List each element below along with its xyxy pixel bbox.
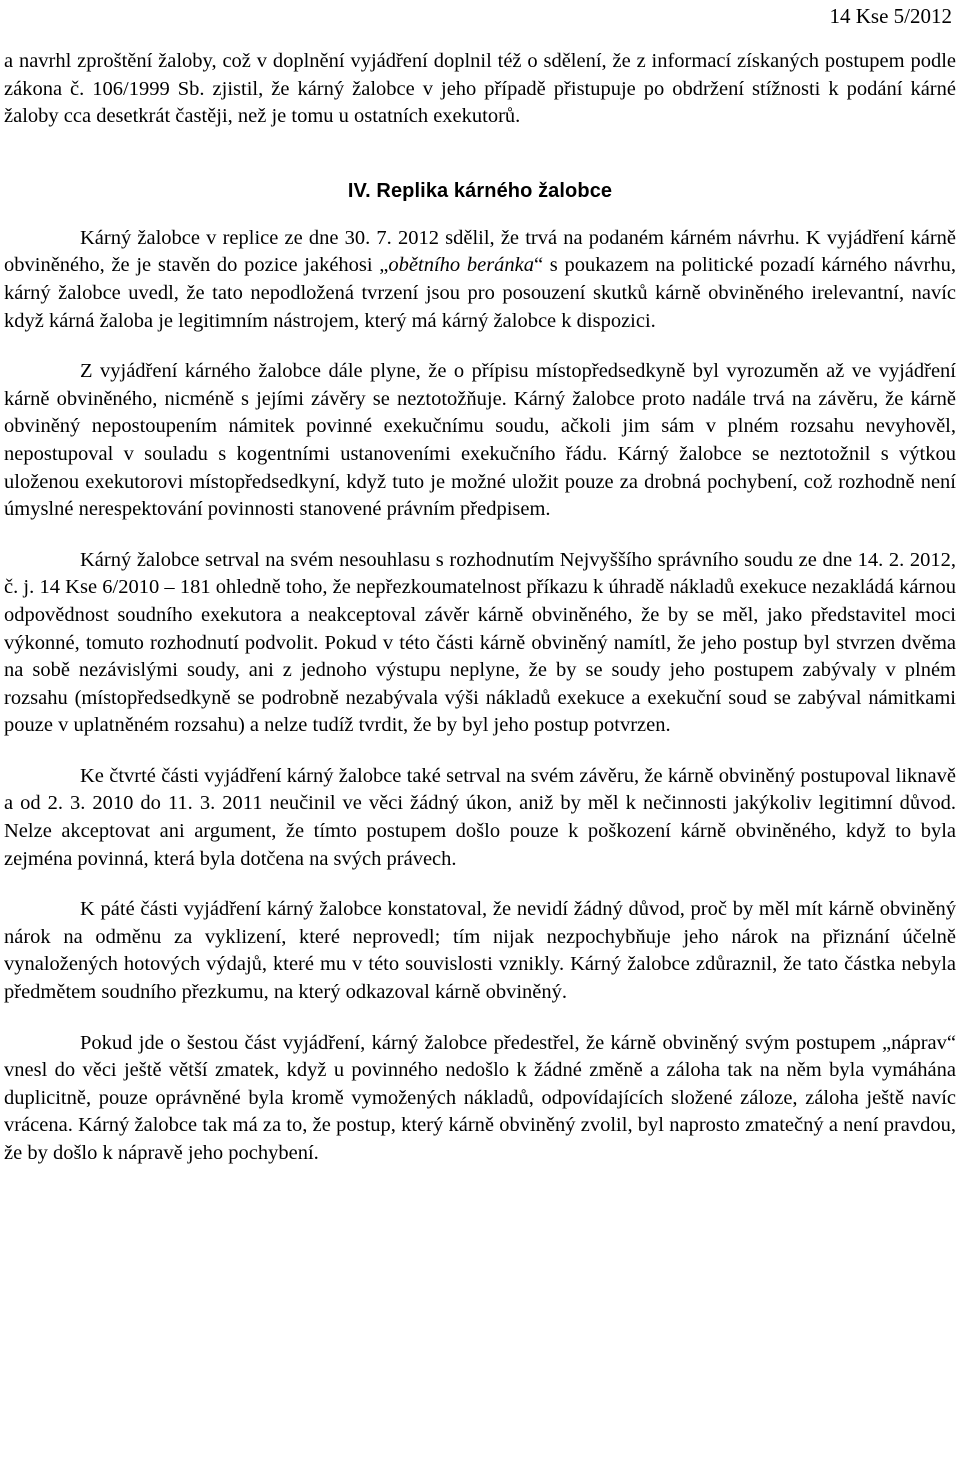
paragraph-sixth-part: Pokud jde o šestou část vyjádření, kárný žalobce předestřel, že kárně obviněný svým postupem „náprav“ vnesl do věci ještě větší zmatek, když u povinného nedošlo k žádné změně a záloha tak na něm byla vymáhána duplicitně, pouze oprávněné byla kromě vymožených nákladů, odpovídajících složené záloze, záloha ještě navíc vrácena. Kárný žalobce tak má za to, že postup, který kárně obviněný zvolil, byl naprosto zmatečný a není pravdou, že by došlo k nápravě jeho pochybení. [4,1031,956,1164]
paragraph-continuation: a navrhl zproštění žaloby, což v doplnění vyjádření doplnil též o sdělení, že z informací získaných postupem podle zákona č. 106/1999 Sb. zjistil, že kárný žalobce v jeho případě přistupuje po obdržení stížnosti k podání kárné žaloby cca desetkrát častěji, než je tomu u ostatních exekutorů. [4,50,956,128]
paragraph-replica-text-end: “ s poukazem na politické pozadí kárného návrhu, kárný žalobce uvedl, že tato nepodložená tvrzení jsou pro posouzení skutků kárně obviněného irelevantní, navíc když kárná žaloba je legitimním nástrojem, který má kárný žalobce k dispozici. [4,254,956,332]
document-body [4,48,956,1168]
paragraph-replica-summary [4,225,956,335]
section-heading: IV. Replika kárného žalobce [347,179,613,202]
paragraph-court-decision: Kárný žalobce setrval na svém nesouhlasu s rozhodnutím Nejvyššího správního soudu ze dne 14. 2. 2012, č. j. 14 Kse 6/2010 – 181 ohledně toho, že nepřezkoumatelnost příkazu k úhradě nákladů exekuce nezakládá kárnou odpovědnost soudního exekutora a neakceptoval závěr kárně obviněného, že by se měl, jako představitel moci výkonné, tomuto rozhodnutí podvolit. Pokud v této části kárně obviněný namítl, že jeho postup byl stvrzen dvěma na sobě nezávislými soudy, ani z jednoho výstupu neplyne, že by se soudy jeho postupem zabývaly v plném rozsahu (místopředsedkyně se podrobně nezabývala výši nákladů exekuce a exekuční soud se zabýval námitkami pouze v uplatněném rozsahu) a nelze tudíž tvrdit, že by byl jeho postup potvrzen. [4,548,956,737]
case-number-header: 14 Kse 5/2012 [829,4,952,28]
paragraph-replica-text-start: Kárný žalobce v replice ze dne 30. 7. 2012 sdělil, že trvá na podaném kárném návrhu. K vyjádření kárně obviněného, že je stavěn do pozice jakéhosi „ [4,226,956,277]
paragraph-fourth-part: Ke čtvrté části vyjádření kárný žalobce také setrval na svém závěru, že kárně obviněný postupoval liknavě a od 2. 3. 2010 do 11. 3. 2011 neučinil ve věci žádný úkon, aniž by měl k nečinnosti jakýkoliv legitimní důvod. Nelze akceptovat ani argument, že tímto postupem došlo pouze k poškození kárně obviněného, když to byla zejména povinná, která byla dotčena na svých právech. [4,764,956,870]
paragraph-fifth-part: K páté části vyjádření kárný žalobce konstatoval, že nevidí žádný důvod, proč by měl mít kárně obviněný nárok na odměnu za vyklizení, které neprovedl; tím nijak nezpochybňuje jeho nárok na přiznání účelně vynaložených hotových výdajů, které mu v této souvislosti vznikly. Kárný žalobce zdůraznil, že tato částka nebyla předmětem soudního přezkumu, na který odkazoval kárně obviněný. [4,898,956,1004]
paragraph-vice-president-notice: Z vyjádření kárného žalobce dále plyne, že o přípisu místopředsedkyně byl vyrozuměn až ve vyjádření kárně obviněného, nicméně s jejími závěry se neztotožňuje. Kárný žalobce proto nadále trvá na závěru, že kárně obviněný nepostoupením námitek povinné exekučnímu soudu, ačkoli jim sám v plném rozsahu nevyhověl, nepostupoval v souladu s kogentními ustanoveními exekučního řádu. Kárný žalobce se neztotožnil s výtkou uloženou exekutorovi místopředsedkyní, když tuto je možné uložit pouze za drobná pochybení, což rozhodně není úmyslné nerespektování povinnosti stanovené právním předpisem. [4,360,956,521]
italic-phrase: obětního beránka [388,254,535,277]
